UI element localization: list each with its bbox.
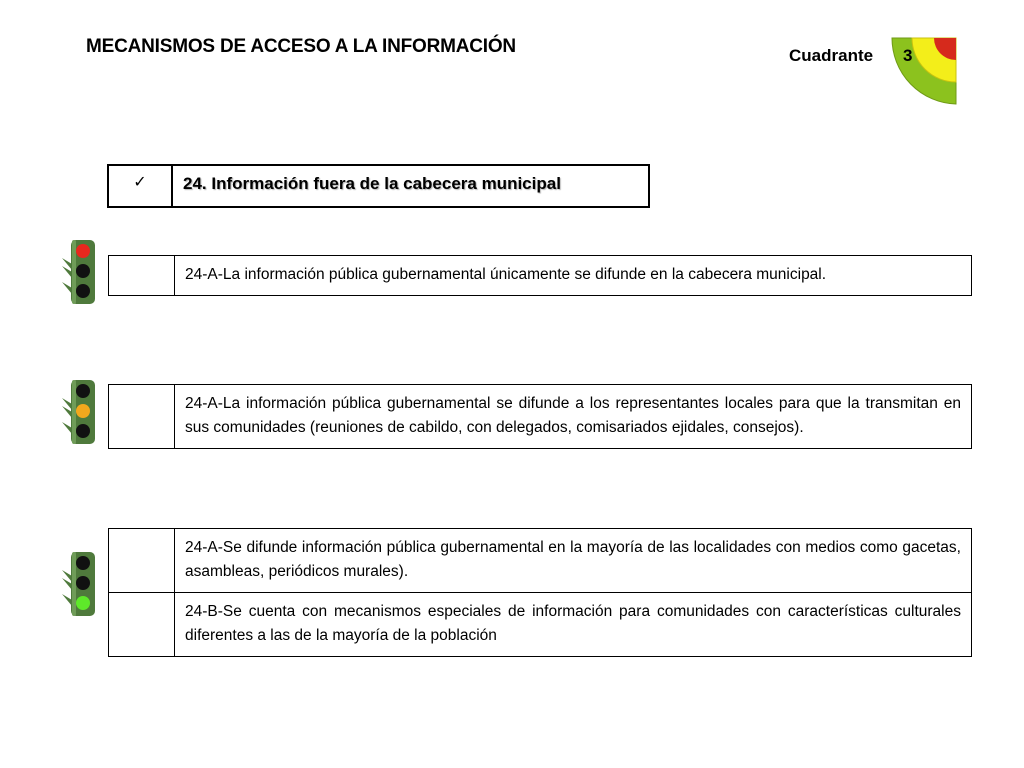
criteria-text: 24-A-La información pública gubernamental se difunde a los representantes locales para que la transmitan en sus comunidades (reuniones de cabildo, con delegados, comisariados ejidales, consejos). — [185, 395, 961, 436]
criteria-row — [109, 385, 971, 448]
check-icon: ✓ — [109, 166, 173, 206]
traffic-light-green-icon — [60, 550, 100, 618]
criteria-table-red — [108, 255, 972, 296]
criteria-row — [109, 256, 971, 295]
indicator-title: 24. Información fuera de la cabecera municipal — [183, 174, 561, 193]
criteria-text: 24-A-La información pública gubernamental únicamente se difunde en la cabecera municipal. — [185, 266, 827, 283]
criteria-row — [109, 529, 971, 592]
quadrant-label: Cuadrante — [789, 46, 874, 65]
quadrant-number: 3 — [903, 46, 913, 65]
criteria-table-green — [108, 528, 972, 657]
quadrant-icon — [890, 36, 958, 106]
criteria-row — [109, 592, 971, 656]
indicator-header — [107, 164, 650, 208]
criteria-check-cell[interactable] — [109, 385, 175, 448]
criteria-text: 24-A-Se difunde información pública gubernamental en la mayoría de las localidades con medios como gacetas, asambleas, periódicos murales). — [185, 539, 961, 580]
criteria-text: 24-B-Se cuenta con mecanismos especiales de información para comunidades con características culturales diferentes a las de la mayoría de la población — [185, 603, 961, 644]
criteria-check-cell[interactable] — [109, 256, 175, 295]
traffic-light-yellow-icon — [60, 378, 100, 446]
page-title: MECANISMOS DE ACCESO A LA INFORMACIÓN — [86, 36, 516, 57]
criteria-check-cell[interactable] — [109, 529, 175, 592]
criteria-check-cell[interactable] — [109, 593, 175, 656]
traffic-light-red-icon — [60, 238, 100, 306]
criteria-table-yellow — [108, 384, 972, 449]
